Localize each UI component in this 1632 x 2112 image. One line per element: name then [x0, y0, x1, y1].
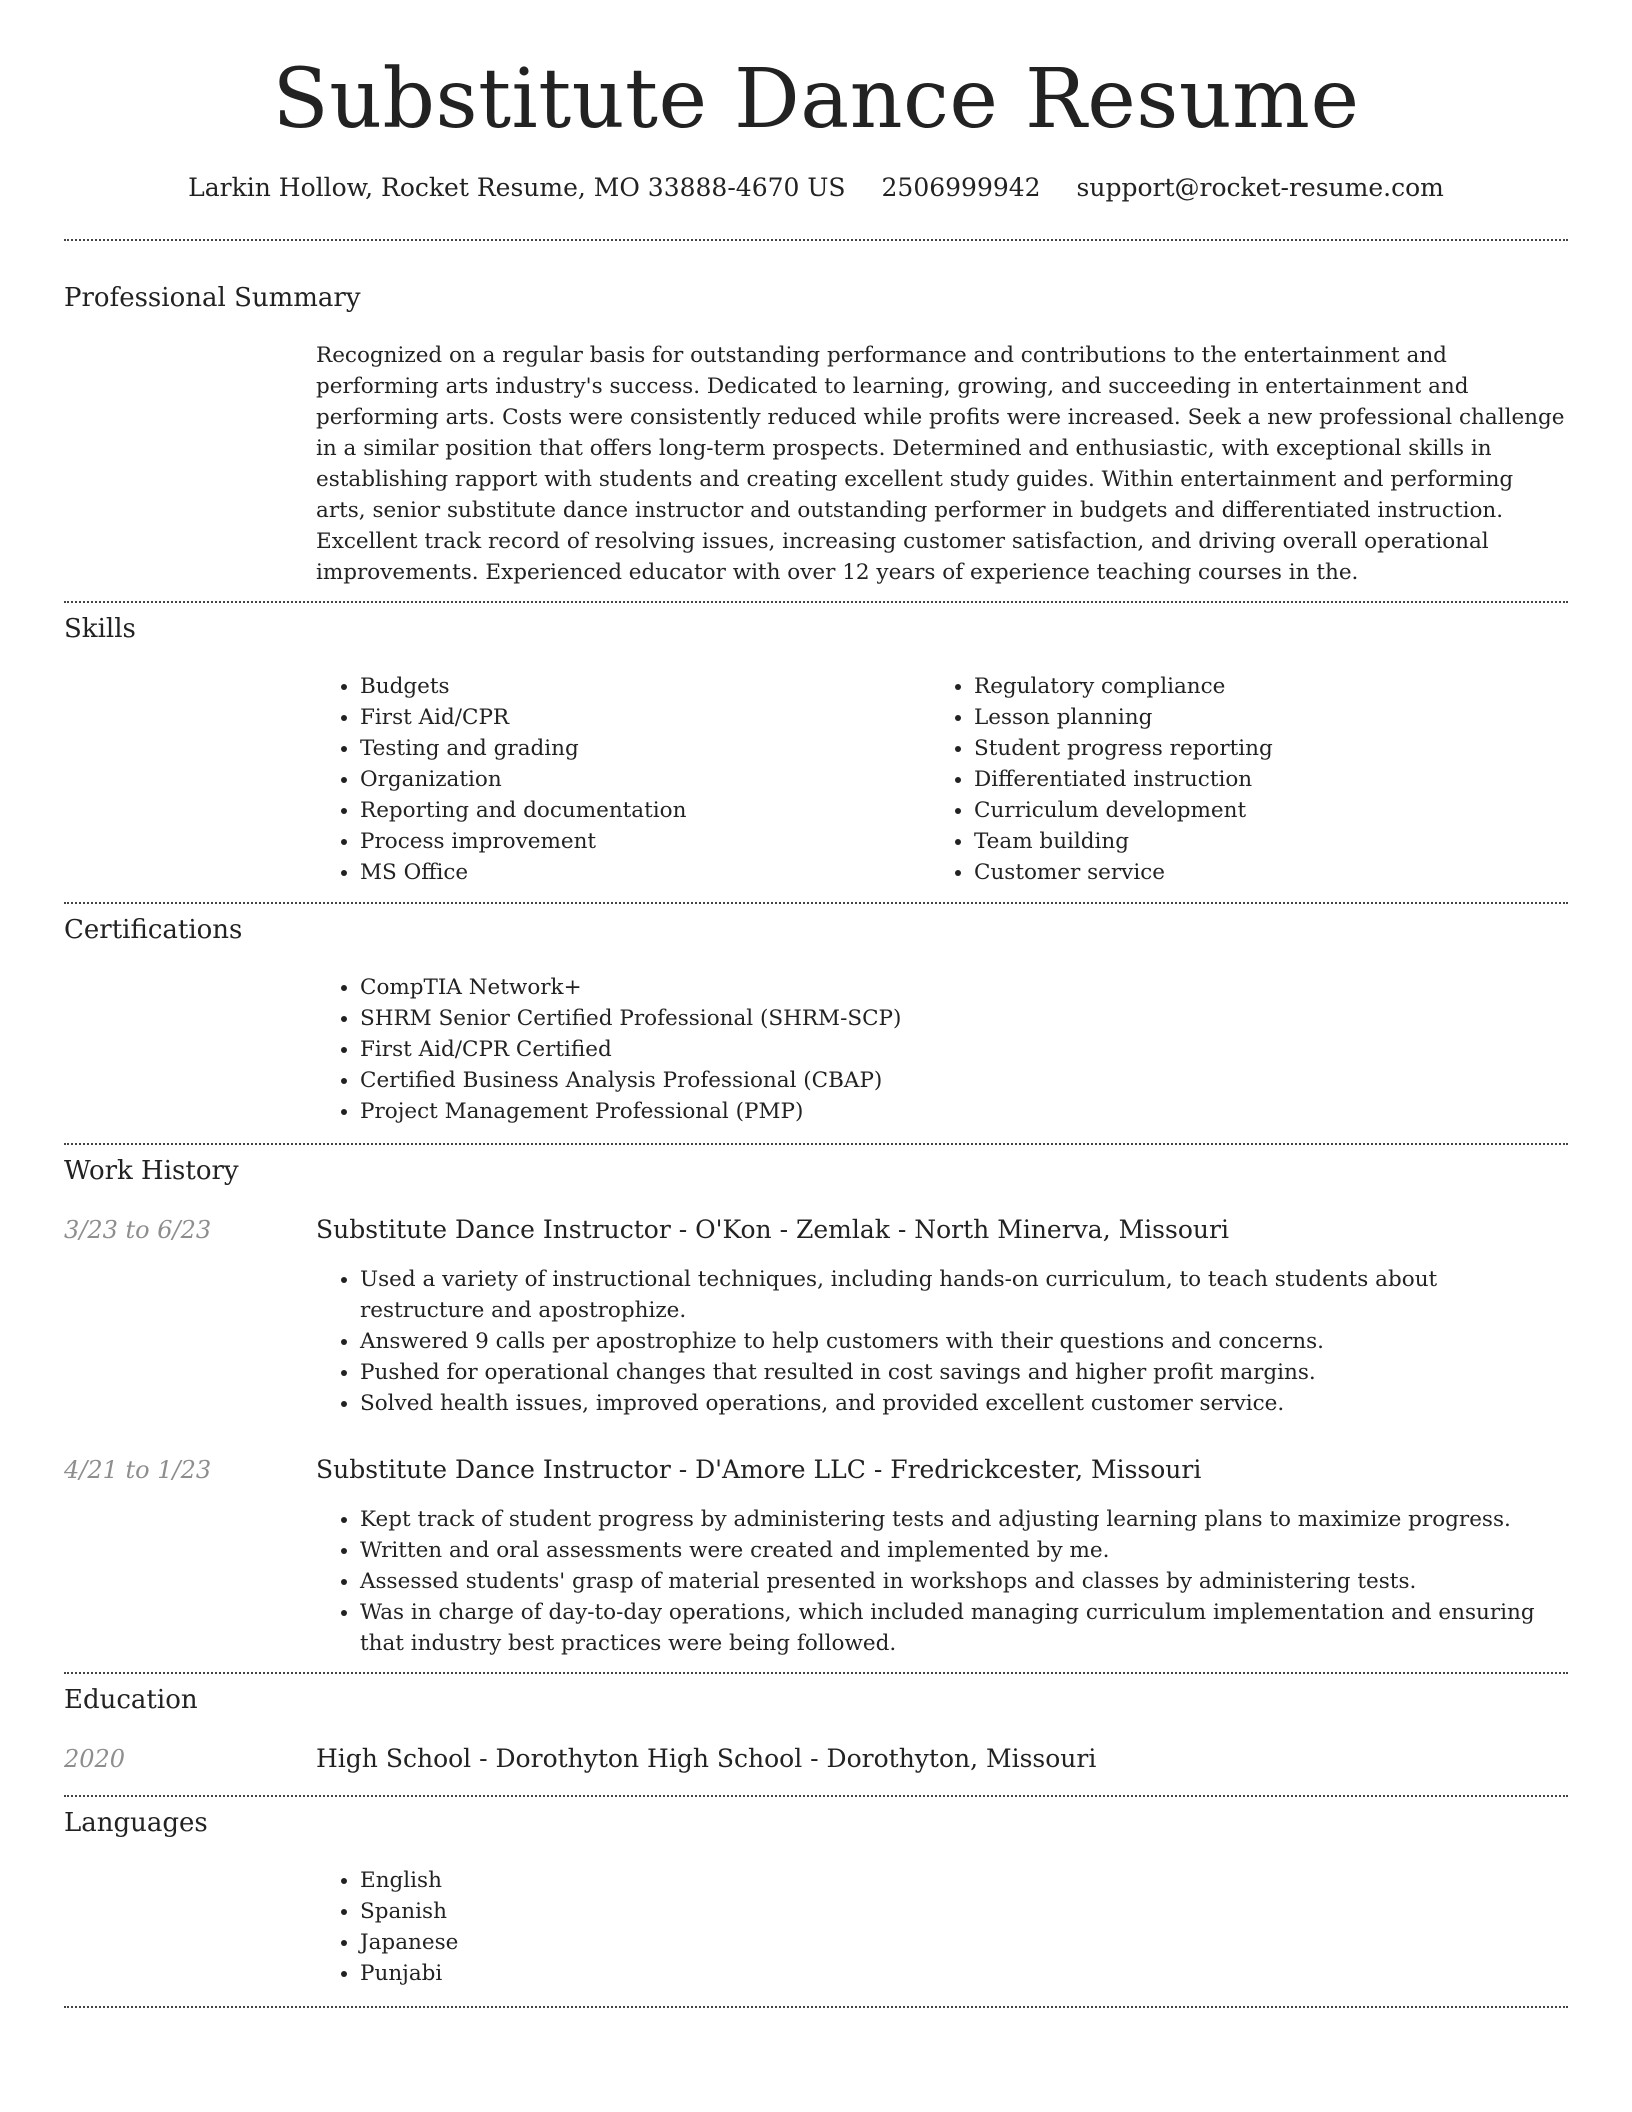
contact-line	[0, 171, 1632, 205]
list-item: • Team building	[974, 826, 1594, 857]
section-divider	[64, 1672, 1568, 1674]
list-item: • Written and oral assessments were created and implemented by me.	[360, 1535, 1568, 1566]
contact-email: support@rocket-resume.com	[1076, 173, 1444, 202]
contact-phone: 2506999942	[881, 173, 1041, 202]
section-divider	[64, 239, 1568, 241]
list-item: • Japanese	[360, 1927, 960, 1958]
list-item: • Punjabi	[360, 1958, 960, 1989]
list-item: • Differentiated instruction	[974, 764, 1594, 795]
section-title-summary: Professional Summary	[64, 283, 361, 313]
job-title: Substitute Dance Instructor - D'Amore LLC - Fredrickcester, Missouri	[316, 1455, 1202, 1484]
section-title-work-history: Work History	[64, 1156, 239, 1186]
list-item: • Customer service	[974, 857, 1594, 888]
resume-title: Substitute Dance Resume	[272, 52, 1360, 147]
section-divider	[64, 601, 1568, 603]
list-item: • Used a variety of instructional techniques, including hands-on curriculum, to teach students about restructure and apostrophize.	[360, 1264, 1568, 1326]
skills-list-right	[930, 671, 1594, 888]
list-item: • Solved health issues, improved operations, and provided excellent customer service.	[360, 1388, 1568, 1419]
job-dates: 3/23 to 6/23	[64, 1216, 212, 1244]
section-divider	[64, 2006, 1568, 2008]
job-bullets	[316, 1504, 1568, 1659]
job-bullets	[316, 1264, 1568, 1419]
languages-list	[316, 1865, 960, 1989]
list-item: • Regulatory compliance	[974, 671, 1594, 702]
education-entry: High School - Dorothyton High School - Dorothyton, Missouri	[316, 1744, 1097, 1773]
section-divider	[64, 1795, 1568, 1797]
contact-address: Larkin Hollow, Rocket Resume, MO 33888-4670 US	[188, 173, 846, 202]
list-item: • Process improvement	[360, 826, 920, 857]
list-item: • Pushed for operational changes that resulted in cost savings and higher profit margins.	[360, 1357, 1568, 1388]
section-title-languages: Languages	[64, 1808, 208, 1838]
list-item: • Project Management Professional (PMP)	[360, 1096, 1560, 1127]
list-item: • Answered 9 calls per apostrophize to help customers with their questions and concerns.	[360, 1326, 1568, 1357]
list-item: • Testing and grading	[360, 733, 920, 764]
list-item: • Organization	[360, 764, 920, 795]
job-title: Substitute Dance Instructor - O'Kon - Zemlak - North Minerva, Missouri	[316, 1215, 1229, 1244]
list-item: • First Aid/CPR Certified	[360, 1034, 1560, 1065]
section-divider	[64, 902, 1568, 904]
certifications-list	[316, 972, 1560, 1127]
summary-text: Recognized on a regular basis for outstanding performance and contributions to the entertainment and performing arts industry's success. Dedicated to learning, growing, and succeeding in entertainment and performing arts. Costs were consistently reduced while profits were increased. Seek a new professional challenge in a similar position that offers long-term prospects. Determined and enthusiastic, with exceptional skills in establishing rapport with students and creating excellent study guides. Within entertainment and performing arts, senior substitute dance instructor and outstanding performer in budgets and differentiated instruction. Excellent track record of resolving issues, increasing customer satisfaction, and driving overall operational improvements. Experienced educator with over 12 years of experience teaching courses in the.	[316, 343, 1565, 585]
skills-list-left	[316, 671, 920, 888]
education-year: 2020	[64, 1745, 126, 1773]
list-item: • Lesson planning	[974, 702, 1594, 733]
section-title-skills: Skills	[64, 614, 136, 644]
list-item: • First Aid/CPR	[360, 702, 920, 733]
list-item: • SHRM Senior Certified Professional (SHRM-SCP)	[360, 1003, 1560, 1034]
list-item: • Certified Business Analysis Professional (CBAP)	[360, 1065, 1560, 1096]
list-item: • Student progress reporting	[974, 733, 1594, 764]
list-item: • Budgets	[360, 671, 920, 702]
section-title-education: Education	[64, 1685, 198, 1715]
job-dates: 4/21 to 1/23	[64, 1456, 212, 1484]
list-item: • MS Office	[360, 857, 920, 888]
list-item: • Was in charge of day-to-day operations, which included managing curriculum implementation and ensuring that industry best practices were being followed.	[360, 1597, 1568, 1659]
section-divider	[64, 1143, 1568, 1145]
list-item: • CompTIA Network+	[360, 972, 1560, 1003]
list-item: • Assessed students' grasp of material presented in workshops and classes by administering tests.	[360, 1566, 1568, 1597]
list-item: • Reporting and documentation	[360, 795, 920, 826]
list-item: • Spanish	[360, 1896, 960, 1927]
list-item: • Curriculum development	[974, 795, 1594, 826]
section-title-certifications: Certifications	[64, 915, 243, 945]
list-item: • Kept track of student progress by administering tests and adjusting learning plans to maximize progress.	[360, 1504, 1568, 1535]
list-item: • English	[360, 1865, 960, 1896]
